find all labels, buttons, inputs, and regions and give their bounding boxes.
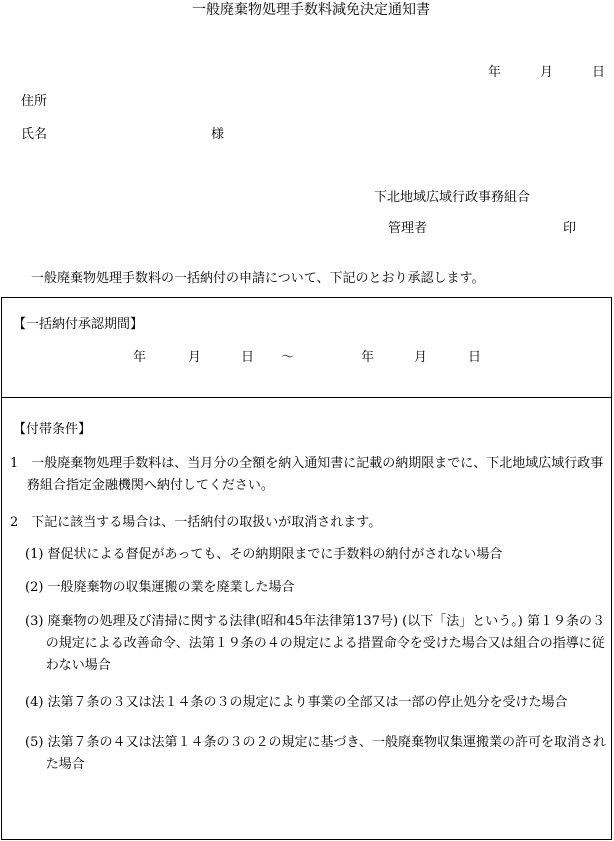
address-label: 住所 xyxy=(21,94,48,109)
period-from-month: 月 xyxy=(188,350,202,365)
period-to-year: 年 xyxy=(361,350,375,365)
date-year: 年 xyxy=(488,65,502,80)
period-to-month: 月 xyxy=(414,350,428,365)
intro-text: 一般廃棄物処理手数料の一括納付の申請について、下記のとおり承認します。 xyxy=(31,271,485,286)
period-tilde: ～ xyxy=(281,350,295,365)
conditions-heading: 【付帯条件】 xyxy=(13,422,92,437)
manager-label: 管理者 xyxy=(388,221,428,236)
conditions-box xyxy=(1,397,612,840)
condition-sub-1: (1) 督促状による督促があっても、その納期限までに手数料の納付がされない場合 xyxy=(25,547,503,562)
period-from-day: 日 xyxy=(241,350,255,365)
condition-sub-2: (2) 一般廃棄物の収集運搬の業を廃業した場合 xyxy=(25,580,295,595)
date-month: 月 xyxy=(540,65,554,80)
condition-sub-5: (5) 法第７条の４又は法第１４条の３の２の規定に基づき、一般廃棄物収集運搬業の許可を取消された場合 xyxy=(25,735,607,772)
seal-mark: 印 xyxy=(563,221,577,236)
condition-item-1: 1 一般廃棄物処理手数料は、当月分の全額を納入通知書に記載の納期限までに、下北地域広域行政事務組合指定金融機関へ納付してください。 xyxy=(10,456,604,493)
date-day: 日 xyxy=(592,65,606,80)
approval-period-box xyxy=(1,297,612,398)
condition-sub-4: (4) 法第７条の３又は法１４条の３の規定により事業の全部又は一部の停止処分を受けた場合 xyxy=(25,695,568,710)
name-label: 氏名 xyxy=(21,127,48,142)
document-title: 一般廃棄物処理手数料減免決定通知書 xyxy=(192,2,430,18)
issuer-organization: 下北地域広域行政事務組合 xyxy=(374,190,531,205)
condition-item-2: 2 下記に該当する場合は、一括納付の取扱いが取消されます。 xyxy=(10,515,382,530)
honorific: 様 xyxy=(211,127,225,142)
condition-sub-3: (3) 廃棄物の処理及び清掃に関する法律(昭和45年法律第137号) (以下「法」という。) 第１９条の３の規定による改善命令、法第１９条の４の規定による措置命令を受けた場合又は組合の指導に従わない場合 xyxy=(25,614,605,673)
period-to-day: 日 xyxy=(468,350,482,365)
period-from-year: 年 xyxy=(133,350,147,365)
period-heading: 【一括納付承認期間】 xyxy=(13,317,144,332)
